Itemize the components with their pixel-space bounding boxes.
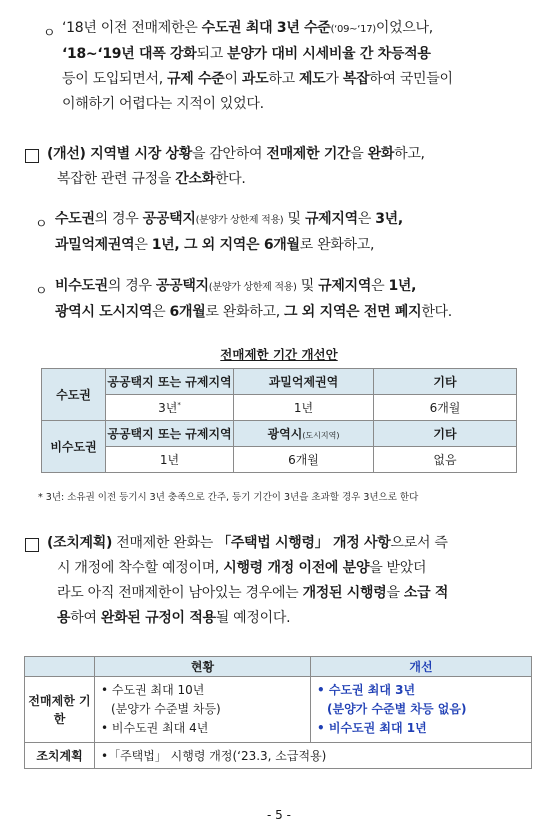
capital-header-overcrowd: 과밀억제권역: [234, 369, 374, 395]
table1-title: 전매제한 기간 개선안: [220, 347, 338, 362]
intro-paragraph: [62, 16, 542, 117]
row-plan-value: •「주택법」 시행령 개정(‘23.3, 소급적용): [95, 743, 532, 769]
noncapital-header-public: 공공택지 또는 규제지역: [106, 421, 234, 447]
intro-line-1: ‘18년 이전 전매제한은 수도권 최대 3년 수준(‘09~‘17)이었으나,: [62, 20, 433, 36]
noncapital-value-other: 없음: [374, 447, 517, 473]
intro-line-2: ‘18~‘19년 대폭 강화되고 분양가 대비 시세비율 간 차등적용: [62, 46, 431, 62]
noncapital-paragraph: 비수도권의 경우 공공택지(분양가 상한제 적용) 및 규제지역은 1년, 광역시 도시지역은 6개월로 완화하고, 그 외 지역은 전면 폐지한다.: [55, 278, 452, 320]
noncapital-header-metro: 광역시(도시지역): [234, 421, 374, 447]
capital-value-overcrowd: 1년: [234, 395, 374, 421]
intro-line-4: 이해하기 어렵다는 지적이 있었다.: [62, 96, 264, 112]
header-current: 현황: [95, 657, 311, 677]
noncapital-value-public: 1년: [106, 447, 234, 473]
noncapital-header-other: 기타: [374, 421, 517, 447]
noncapital-row-label: 비수도권: [42, 421, 106, 473]
capital-row-label: 수도권: [42, 369, 106, 421]
capital-header-other: 기타: [374, 369, 517, 395]
capital-header-public: 공공택지 또는 규제지역: [106, 369, 234, 395]
action-paragraph: (조치계획) 전매제한 완화는 「주택법 시행령」 개정 사항으로서 즉 시 개정에 착수할 예정이며, 시행령 개정 이전에 분양을 받았더 라도 아직 전매제한이 남아있는 경우에는 개정된 시행령을 소급 적 용하여 완화된 규정이 적용될 예정이다.: [47, 535, 449, 626]
checkbox-square-icon: [25, 538, 39, 552]
noncapital-value-metro: 6개월: [234, 447, 374, 473]
row-resale-improved: • 수도권 최대 3년 (분양가 수준별 차등 없음) • 비수도권 최대 1년: [311, 677, 532, 743]
header-improved: 개선: [311, 657, 532, 677]
table1-footnote: * 3년: 소유권 이전 등기시 3년 충족으로 간주, 등기 기간이 3년을 초과할 경우 3년으로 한다: [38, 492, 419, 503]
row-resale-current: • 수도권 최대 10년 (분양가 수준별 차등) • 비수도권 최대 4년: [95, 677, 311, 743]
summary-corner: [25, 657, 95, 677]
noncapital-bullet: ㅇ: [35, 284, 48, 299]
improve-paragraph: (개선) 지역별 시장 상황을 감안하여 전매제한 기간을 완화하고, 복잡한 관련 규정을 간소화한다.: [47, 146, 425, 187]
page-number: - 5 -: [267, 808, 291, 822]
row-plan-label: 조치계획: [25, 743, 95, 769]
capital-bullet: ㅇ: [35, 217, 48, 232]
row-resale-label: 전매제한 기한: [25, 677, 95, 743]
resale-period-table: [41, 368, 517, 473]
checkbox-square-icon: [25, 149, 39, 163]
intro-bullet: ㅇ: [43, 26, 56, 41]
capital-value-other: 6개월: [374, 395, 517, 421]
summary-table: [24, 656, 532, 769]
capital-paragraph: 수도권의 경우 공공택지(분양가 상한제 적용) 및 규제지역은 3년, 과밀억제권역은 1년, 그 외 지역은 6개월로 완화하고,: [55, 211, 403, 253]
intro-line-3: 등이 도입되면서, 규제 수준이 과도하고 제도가 복잡하여 국민들이: [62, 71, 453, 87]
capital-value-public: 3년*: [106, 395, 234, 421]
